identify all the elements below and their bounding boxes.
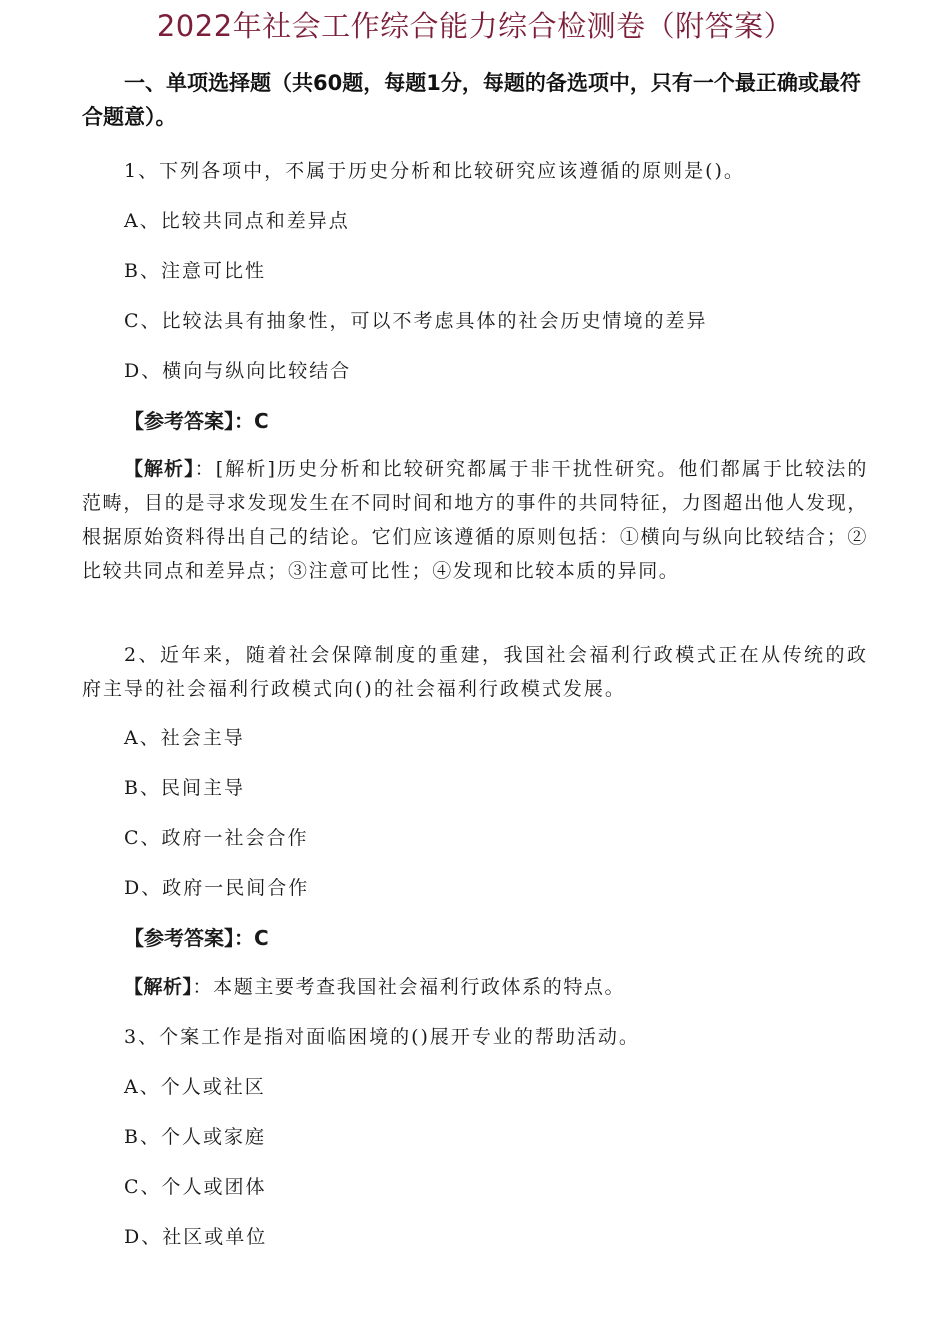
question-2-answer: 【参考答案】：C [124,926,269,950]
question-1-analysis [82,452,868,588]
question-1-option-b: B、注意可比性 [124,260,266,282]
question-2-option-b: B、民间主导 [124,777,245,799]
question-2-option-d: D、政府一民间合作 [124,877,310,899]
question-1-answer: 【参考答案】：C [124,409,269,433]
question-2-analysis [82,970,868,1004]
question-1-stem: 1、下列各项中，不属于历史分析和比较研究应该遵循的原则是()。 [124,160,745,182]
question-2-stem: 2、近年来，随着社会保障制度的重建，我国社会福利行政模式正在从传统的政府主导的社会福利行政模式向()的社会福利行政模式发展。 [82,644,868,700]
question-3-option-d: D、社区或单位 [124,1226,268,1248]
question-1-option-d: D、横向与纵向比较结合 [124,360,352,382]
analysis-label: 【解析】 [124,458,195,480]
question-3-option-c: C、个人或团体 [124,1176,267,1198]
analysis-text: ：本题主要考查我国社会福利行政体系的特点。 [192,976,626,998]
question-3-option-a: A、个人或社区 [124,1076,266,1098]
analysis-text: ：[解析]历史分析和比较研究都属于非干扰性研究。他们都属于比较法的范畴，目的是寻求发现发生在不同时间和地方的事件的共同特征，力图超出他人发现，根据原始资料得出自己的结论。它们应该遵循的原则包括：①横向与纵向比较结合；②比较共同点和差异点；③注意可比性；④发现和比较本质的异同。 [82,458,868,582]
question-3-option-b: B、个人或家庭 [124,1126,266,1148]
document-title: 2022年社会工作综合能力综合检测卷（附答案） [156,9,794,43]
question-1-option-a: A、比较共同点和差异点 [124,210,350,232]
analysis-label: 【解析】 [124,976,193,998]
question-2-option-a: A、社会主导 [124,727,245,749]
section-heading: 一、单项选择题（共60题，每题1分，每题的备选项中，只有一个最正确或最符合题意）。 [82,71,861,129]
question-1-option-c: C、比较法具有抽象性，可以不考虑具体的社会历史情境的差异 [124,310,708,332]
question-3-stem: 3、个案工作是指对面临困境的()展开专业的帮助活动。 [124,1026,640,1048]
question-2-option-c: C、政府一社会合作 [124,827,309,849]
